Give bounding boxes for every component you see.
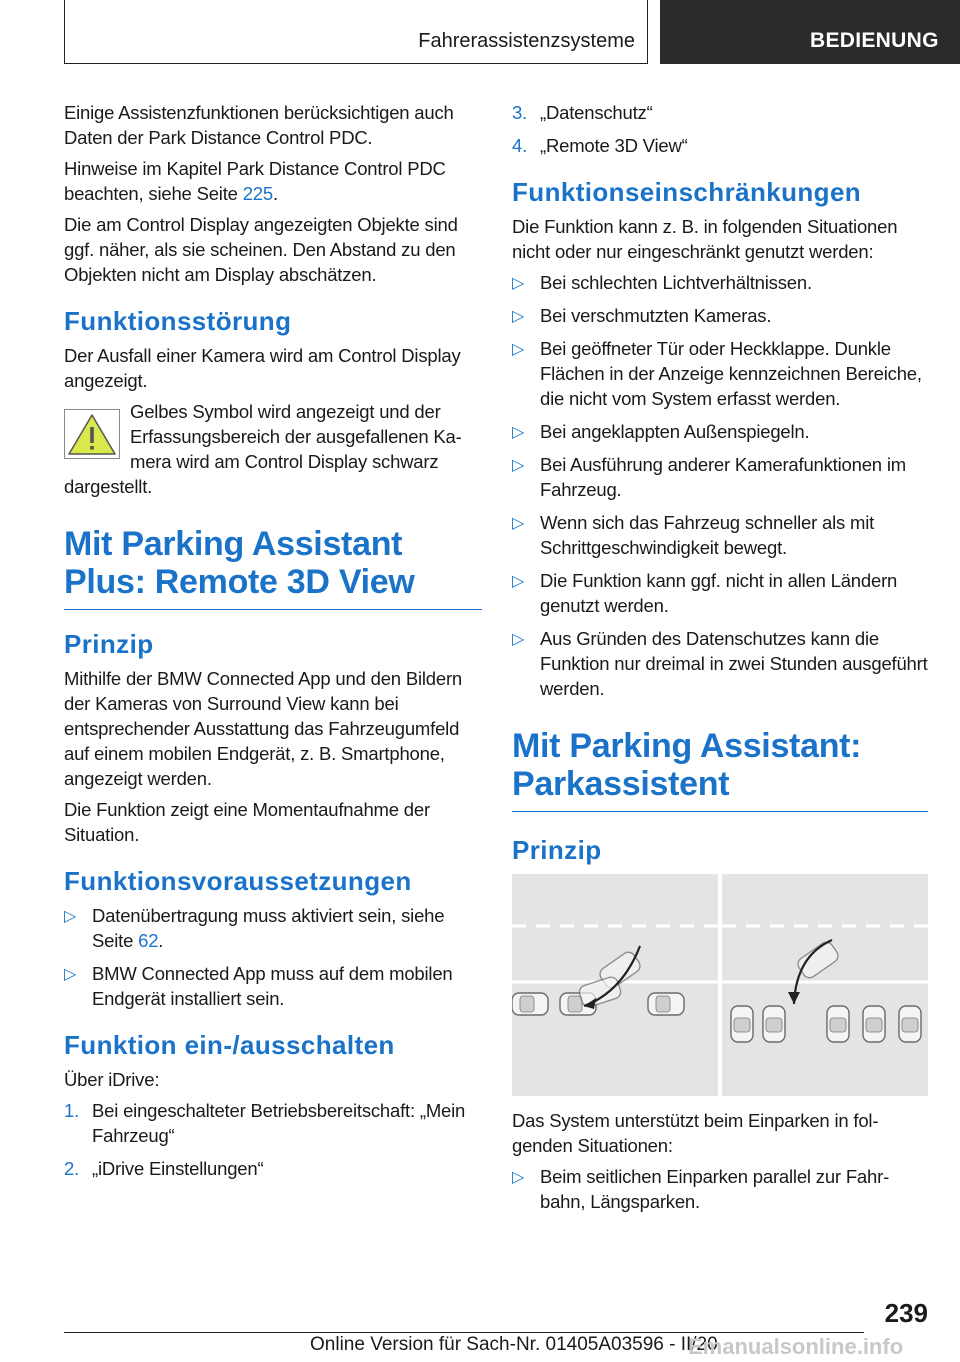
triangle-right-icon: ▷ [64, 908, 77, 925]
list-item: ▷ Wenn sich das Fahrzeug schneller als mit Schrittgeschwindigkeit bewegt. [512, 512, 875, 558]
stoerung-text: Der Ausfall einer Kamera wird am Control Display angezeigt. [64, 345, 461, 391]
header-chapter-title: BEDIENUNG [810, 29, 939, 52]
list-item: ▷ Bei verschmutzten Kameras. [512, 303, 928, 328]
section-heading-stoerung: Funktionsstörung [64, 306, 292, 336]
triangle-right-icon: ▷ [512, 631, 525, 648]
list-item: ▷ Datenübertragung muss aktiviert sein, siehe Seite 62. [64, 905, 445, 951]
warning-text: Gelbes Symbol wird angezeigt und der Erfassungsbereich der ausgefallenen Kamera wird am Control Display schwarz [130, 401, 462, 472]
limits-list [512, 270, 928, 701]
list-item: ▷ BMW Connected App muss auf dem mobilen Endgerät installiert sein. [64, 963, 453, 1009]
triangle-right-icon: ▷ [512, 1169, 525, 1186]
situations-list [512, 1164, 928, 1214]
chapter-heading-parkassistent: Mit Parking Assistant: Parkassistent [512, 727, 928, 812]
header-chapter-box [660, 0, 960, 64]
section-heading-prinzip: Prinzip [512, 835, 602, 865]
list-item: ▷ Die Funktion kann ggf. nicht in allen Ländern genutzt werden. [512, 570, 898, 616]
triangle-right-icon: ▷ [64, 966, 77, 983]
watermark: Emanualsonline.info [688, 1334, 904, 1359]
list-item: ▷ Bei schlechten Lichtverhältnissen. [512, 270, 928, 295]
illustration-caption-text: Das System unterstützt beim Einparken in folgenden Situationen: [512, 1110, 879, 1156]
page-link[interactable]: 62 [138, 930, 159, 951]
triangle-right-icon: ▷ [512, 308, 525, 325]
triangle-right-icon: ▷ [512, 424, 525, 441]
list-item: 3. „Datenschutz“ [512, 102, 653, 123]
intro-paragraph: Einige Assistenzfunktionen berücksichtigen auch Daten der Park Distance Control PDC. [64, 102, 454, 148]
footer-online-version: Online Version für Sach-Nr. 01405A03596 - II/20 [310, 1334, 718, 1355]
warning-triangle-icon [64, 409, 120, 459]
triangle-right-icon: ▷ [512, 341, 525, 358]
prinzip-text: Mithilfe der BMW Connected App und den Bildern der Kameras von Surround View kann bei entsprechender Ausstattung das Fahrzeugumfeld auf einem mobilen Endgerät, z. B. Smartphone, angezeigt werden. [64, 668, 463, 789]
list-item: 4. „Remote 3D View“ [512, 135, 688, 156]
list-item: ▷ Bei Ausführung anderer Kamerafunktionen im Fahrzeug. [512, 454, 906, 500]
intro-paragraph: Die am Control Display angezeigten Objekte sind ggf. näher, als sie scheinen. Den Abstand zu den Objekten nicht am Display abschätzen. [64, 214, 458, 285]
page-number: 239 [884, 1298, 928, 1328]
warning-text-tail: dargestellt. [64, 476, 153, 497]
steps-list [64, 1098, 482, 1181]
triangle-right-icon: ▷ [512, 457, 525, 474]
list-item: ▷ Bei angeklappten Außenspiegeln. [512, 419, 928, 444]
list-item: ▷ Beim seitlichen Einparken parallel zur Fahrbahn, Längsparken. [512, 1166, 890, 1212]
page-link[interactable]: 225 [242, 183, 273, 204]
left-column [64, 100, 482, 1189]
prinzip-text: Die Funktion zeigt eine Momentaufnahme der Situation. [64, 799, 430, 845]
requirements-list [64, 903, 482, 1011]
section-heading-ein-ausschalten: Funktion ein-/ausschalten [64, 1030, 395, 1060]
section-heading-prinzip: Prinzip [64, 629, 154, 659]
list-item: ▷ Bei geöffneter Tür oder Heckklappe. Dunkle Flächen in der Anzeige kennzeichnen Bereiche, die nicht vom System erfasst werden. [512, 338, 922, 409]
right-column [512, 100, 928, 1222]
section-heading-voraussetzungen: Funktionsvoraussetzungen [64, 866, 412, 896]
header-section-title: Fahrerassistenzsysteme [418, 30, 635, 52]
footer-divider [64, 1332, 864, 1333]
triangle-right-icon: ▷ [512, 275, 525, 292]
header-section-box [64, 0, 648, 64]
triangle-right-icon: ▷ [512, 573, 525, 590]
limits-intro: Die Funktion kann z. B. in folgenden Situationen nicht oder nur eingeschränkt genutzt werden: [512, 216, 898, 262]
intro-paragraph: Hinweise im Kapitel Park Distance Control PDC beachten, siehe Seite 225. [64, 158, 446, 204]
parking-illustration [512, 874, 928, 1096]
steps-list-continued [512, 100, 928, 158]
list-item: 1. Bei eingeschalteter Betriebsbereitschaft: „Mein Fahrzeug“ [64, 1100, 466, 1146]
chapter-heading-remote-3d-view: Mit Parking Assistant Plus: Remote 3D View [64, 525, 482, 610]
section-heading-einschraenkungen: Funktionseinschränkungen [512, 177, 862, 207]
einaus-intro: Über iDrive: [64, 1069, 160, 1090]
triangle-right-icon: ▷ [512, 515, 525, 532]
list-item: 2. „iDrive Einstellungen“ [64, 1158, 264, 1179]
warning-note [64, 399, 482, 474]
list-item: ▷ Aus Gründen des Datenschutzes kann die Funktion nur dreimal in zwei Stunden ausgeführt werden. [512, 628, 928, 699]
